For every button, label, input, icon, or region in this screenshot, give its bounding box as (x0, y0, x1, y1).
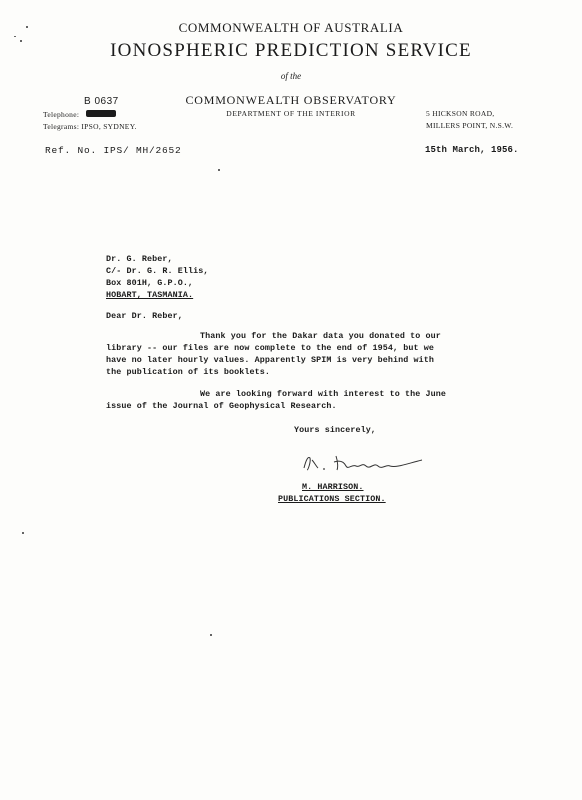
recipient-line: Dr. G. Reber, (106, 254, 173, 264)
letterhead-service-title: IONOSPHERIC PREDICTION SERVICE (110, 40, 472, 61)
telephone-label: Telephone: (43, 110, 80, 119)
scan-speck (218, 169, 220, 171)
body-line: issue of the Journal of Geophysical Research. (106, 401, 337, 411)
scan-speck (22, 532, 24, 534)
body-line: the publication of its booklets. (106, 367, 271, 377)
letterhead-commonwealth: COMMONWEALTH OF AUSTRALIA (178, 20, 404, 35)
handwritten-signature (298, 448, 428, 476)
scan-speck (20, 40, 22, 42)
scan-speck (14, 36, 16, 37)
body-line: have no later hourly values. Apparently SPIM is very behind with (106, 355, 435, 365)
letterhead-department: DEPARTMENT OF THE INTERIOR (226, 109, 356, 118)
scan-speck (210, 634, 212, 636)
body-line: We are looking forward with interest to the June (200, 389, 447, 399)
signatory-title: PUBLICATIONS SECTION. (278, 494, 386, 504)
recipient-line: HOBART, TASMANIA. (106, 290, 194, 300)
telephone-number: B 0637 (84, 96, 119, 107)
body-line: library -- our files are now complete to the end of 1954, but we (106, 343, 435, 353)
address-line-1: 5 HICKSON ROAD, (426, 109, 495, 118)
letterhead-observatory: COMMONWEALTH OBSERVATORY (185, 93, 397, 107)
recipient-line: C/- Dr. G. R. Ellis, (106, 266, 209, 276)
signatory-name: M. HARRISON. (302, 482, 364, 492)
telegrams-line: Telegrams: IPSO, SYDNEY. (43, 122, 137, 131)
telephone-scribble (86, 110, 116, 117)
letterhead-of-the: of the (280, 71, 302, 81)
body-line: Thank you for the Dakar data you donated to our (200, 331, 441, 341)
closing: Yours sincerely, (294, 425, 377, 435)
address-line-2: MILLERS POINT, N.S.W. (426, 121, 514, 130)
scan-speck (26, 26, 28, 28)
letter-date: 15th March, 1956. (425, 145, 519, 155)
salutation: Dear Dr. Reber, (106, 311, 183, 321)
recipient-line: Box 801H, G.P.O., (106, 278, 194, 288)
reference-number: Ref. No. IPS/ MH/2652 (45, 145, 182, 156)
